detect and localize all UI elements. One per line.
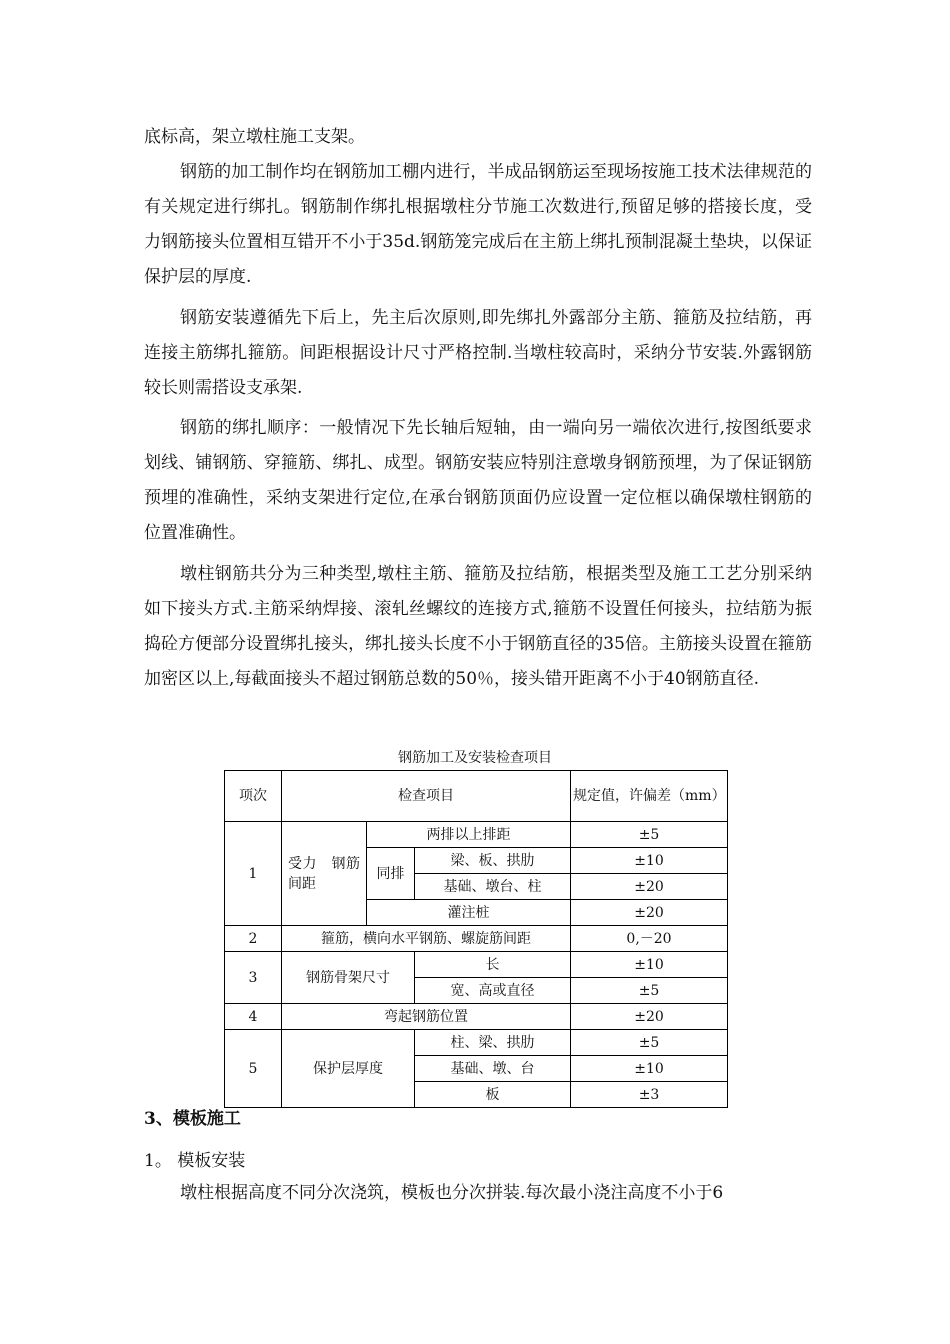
paragraph-3: 钢筋安装遵循先下后上，先主后次原则,即先绑扎外露部分主筋、箍筋及拉结筋，再连接主筋绑扎箍筋。间距根据设计尺寸严格控制.当墩柱较高时，采纳分节安装.外露钢筋较长则需搭设支承架. (144, 308, 812, 398)
row-tolerance: ±5 (571, 1030, 728, 1056)
inspection-table (224, 770, 728, 1108)
row-item-label: 两排以上排距 (367, 822, 571, 848)
row-tolerance: ±10 (571, 952, 728, 978)
table-header-row (225, 771, 728, 822)
row-item-label: 长 (415, 952, 571, 978)
row-item-label: 板 (415, 1082, 571, 1108)
row-tolerance: 0,－20 (571, 926, 728, 952)
row-group-label: 钢筋骨架尺寸 (282, 952, 415, 1004)
row-item-label: 灌注桩 (367, 900, 571, 926)
row-item-label: 基础、墩台、柱 (415, 874, 571, 900)
row-tolerance: ±5 (571, 822, 728, 848)
row-tolerance: ±10 (571, 1056, 728, 1082)
table-row (225, 952, 728, 978)
row-tolerance: ±5 (571, 978, 728, 1004)
row-tolerance: ±20 (571, 874, 728, 900)
table-row (225, 1004, 728, 1030)
row-number: 4 (225, 1004, 282, 1030)
subsection-heading: 1。 模板安装 (144, 1151, 246, 1171)
table-caption: 钢筋加工及安装检查项目 (398, 750, 552, 766)
paragraph-5: 墩柱钢筋共分为三种类型,墩柱主筋、箍筋及拉结筋，根据类型及施工工艺分别采纳如下接头方式.主筋采纳焊接、滚轧丝螺纹的连接方式,箍筋不设置任何接头，拉结筋为振捣砼方便部分设置绑扎接头，绑扎接头长度不小于钢筋直径的35倍。主筋接头设置在箍筋加密区以上,每截面接头不超过钢筋总数的50％，接头错开距离不小于40钢筋直径. (144, 564, 812, 689)
row-item-label: 梁、板、拱肋 (415, 848, 571, 874)
row-tolerance: ±20 (571, 900, 728, 926)
row-item-label: 柱、梁、拱肋 (415, 1030, 571, 1056)
table-row (225, 926, 728, 952)
header-tolerance: 规定值，许偏差（mm） (571, 771, 728, 822)
paragraph-1: 底标高，架立墩柱施工支架。 (144, 127, 365, 147)
row-tolerance: ±20 (571, 1004, 728, 1030)
row-subgroup-label: 同排 (367, 848, 415, 900)
row-group-label (282, 822, 374, 926)
table-row (225, 1030, 728, 1056)
paragraph-6: 墩柱根据高度不同分次浇筑，模板也分次拼装.每次最小浇注高度不小于6 (180, 1183, 724, 1203)
paragraph-2: 钢筋的加工制作均在钢筋加工棚内进行，半成品钢筋运至现场按施工技术法律规范的有关规定进行绑扎。钢筋制作绑扎根据墩柱分节施工次数进行,预留足够的搭接长度，受力钢筋接头位置相互错开不小于35d.钢筋笼完成后在主筋上绑扎预制混凝土垫块，以保证保护层的厚度. (144, 162, 812, 287)
row-group-text: 受力 钢筋 间距 (288, 855, 374, 892)
row-item-label: 宽、高或直径 (415, 978, 571, 1004)
row-number: 5 (225, 1030, 282, 1108)
header-check-item: 检查项目 (282, 771, 571, 822)
row-number: 1 (225, 822, 282, 926)
header-item-number: 项次 (225, 771, 282, 822)
paragraph-4: 钢筋的绑扎顺序：一般情况下先长轴后短轴，由一端向另一端依次进行,按图纸要求划线、铺钢筋、穿箍筋、绑扎、成型。钢筋安装应特别注意墩身钢筋预埋，为了保证钢筋预埋的准确性，采纳支架进行定位,在承台钢筋顶面仍应设置一定位框以确保墩柱钢筋的位置准确性。 (144, 418, 812, 543)
row-number: 3 (225, 952, 282, 1004)
row-tolerance: ±10 (571, 848, 728, 874)
row-tolerance: ±3 (571, 1082, 728, 1108)
row-item-label: 基础、墩、台 (415, 1056, 571, 1082)
table-row (225, 822, 728, 848)
section-heading: 3、模板施工 (144, 1109, 241, 1129)
row-group-label: 保护层厚度 (282, 1030, 415, 1108)
row-item-label: 弯起钢筋位置 (282, 1004, 571, 1030)
row-item-label: 箍筋，横向水平钢筋、螺旋筋间距 (282, 926, 571, 952)
row-number: 2 (225, 926, 282, 952)
